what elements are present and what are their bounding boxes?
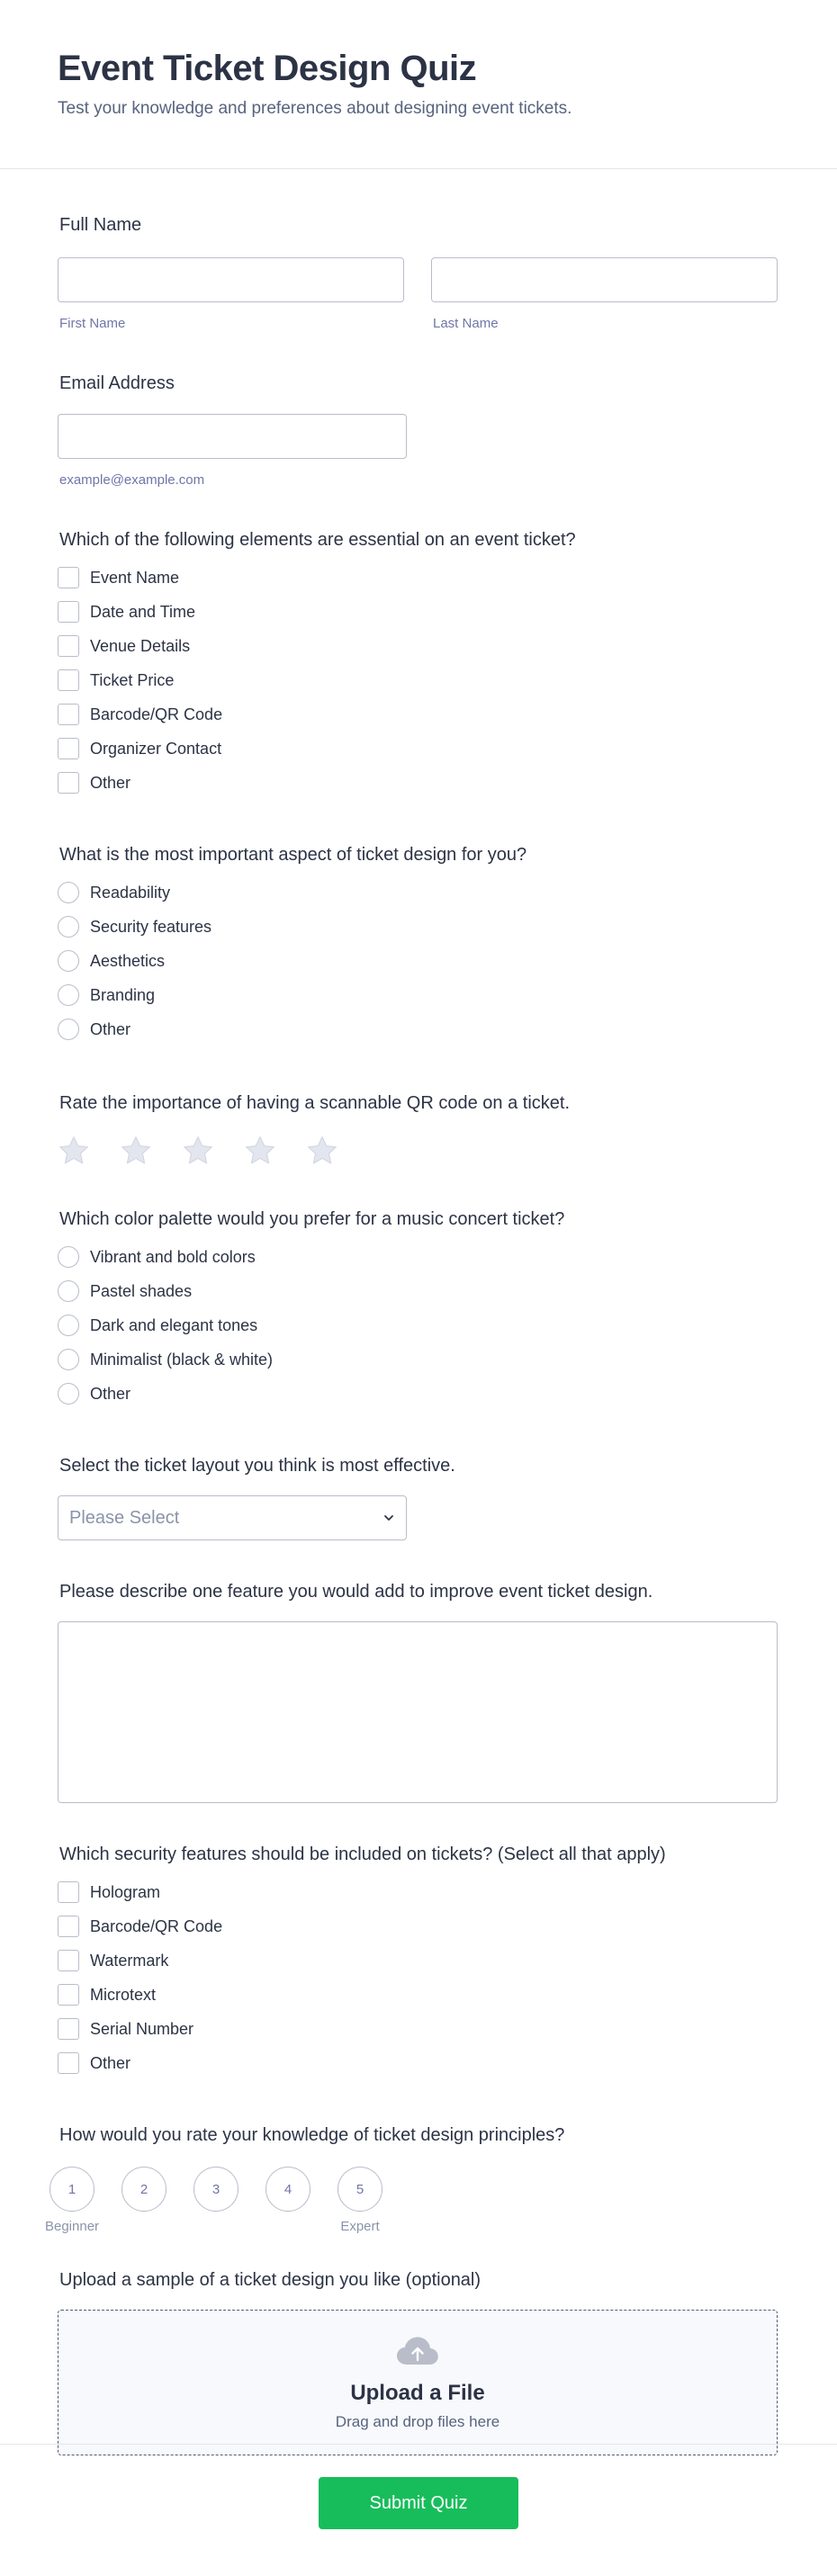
question-layout-label: Select the ticket layout you think is most effective. [59,1456,455,1476]
checkbox[interactable] [58,772,79,794]
checkbox-group-security [58,1875,778,2080]
first-name-col [58,257,404,332]
radio-button[interactable] [58,1019,79,1040]
star-icon[interactable] [306,1135,338,1167]
star-icon[interactable] [58,1135,90,1167]
question-qr-rating-label: Rate the importance of having a scannable QR code on a ticket. [59,1093,571,1113]
radio-option[interactable] [58,1308,778,1342]
radio-button[interactable] [58,1383,79,1405]
checkbox-label: Barcode/QR Code [90,1916,223,1935]
checkbox-label: Venue Details [90,636,191,655]
checkbox[interactable] [58,567,79,588]
checkbox-label: Other [90,773,131,792]
radio-button[interactable] [58,916,79,938]
last-name-sublabel: Last Name [433,316,499,331]
radio-label: Branding [90,985,156,1004]
radio-label: Readability [90,883,171,902]
scale-option-2[interactable]: 2 [122,2167,166,2212]
radio-label: Minimalist (black & white) [90,1350,274,1369]
radio-button[interactable] [58,1349,79,1370]
checkbox-group-elements [58,561,778,800]
question-upload-label: Upload a sample of a ticket design you like (optional) [59,2270,482,2290]
radio-option[interactable] [58,875,778,910]
radio-group-aspect [58,875,778,1046]
checkbox-label: Serial Number [90,2019,194,2038]
email-input[interactable] [58,414,407,459]
question-palette [58,1207,778,1411]
checkbox[interactable] [58,2052,79,2074]
checkbox[interactable] [58,1950,79,1971]
scale-item [194,2167,238,2234]
name-row [58,257,778,332]
radio-option[interactable] [58,1342,778,1377]
star-icon[interactable] [244,1135,276,1167]
full-name-label: Full Name [59,215,142,235]
checkbox-option[interactable] [58,561,778,595]
checkbox-label: Event Name [90,568,180,587]
question-feature-label: Please describe one feature you would add to improve event ticket design. [59,1582,653,1602]
radio-option[interactable] [58,1012,778,1046]
form-footer [0,2444,837,2576]
feature-textarea[interactable] [58,1621,778,1803]
first-name-input[interactable] [58,257,404,302]
checkbox[interactable] [58,1881,79,1903]
checkbox-label: Other [90,2053,131,2072]
scale-option-4[interactable]: 4 [266,2167,310,2212]
full-name-field [58,213,778,332]
scale-option-3[interactable]: 3 [194,2167,238,2212]
question-upload [58,2268,778,2455]
form-content [0,213,837,2455]
email-field [58,372,778,489]
checkbox[interactable] [58,1916,79,1937]
radio-button[interactable] [58,950,79,972]
question-knowledge-label: How would you rate your knowledge of ticket design principles? [59,2125,565,2145]
checkbox[interactable] [58,669,79,691]
file-upload-dropzone[interactable] [58,2310,778,2455]
checkbox-option[interactable] [58,1909,778,1943]
question-feature [58,1580,778,1803]
cloud-upload-icon [395,2334,440,2368]
radio-button[interactable] [58,882,79,903]
checkbox-label: Microtext [90,1985,157,2004]
upload-subtitle: Drag and drop files here [335,2413,500,2430]
radio-button[interactable] [58,1315,79,1336]
checkbox-option[interactable] [58,663,778,697]
scale-item [122,2167,166,2234]
checkbox-label: Organizer Contact [90,739,222,758]
question-aspect-label: What is the most important aspect of ticket design for you? [59,845,527,865]
radio-option[interactable] [58,944,778,978]
question-layout [58,1454,778,1540]
star-icon[interactable] [120,1135,152,1167]
checkbox[interactable] [58,601,79,623]
scale-option-5[interactable]: 5 [338,2167,382,2212]
question-elements [58,528,778,800]
layout-dropdown[interactable] [58,1495,407,1540]
last-name-col [431,257,778,332]
checkbox-option[interactable] [58,766,778,800]
radio-label: Aesthetics [90,951,166,970]
star-rating [58,1135,778,1167]
checkbox[interactable] [58,704,79,725]
radio-option[interactable] [58,1377,778,1411]
radio-label: Dark and elegant tones [90,1315,258,1334]
checkbox-option[interactable] [58,595,778,629]
question-qr-rating [58,1091,778,1167]
checkbox-option[interactable] [58,629,778,663]
checkbox-option[interactable] [58,1978,778,2012]
radio-option[interactable] [58,978,778,1012]
last-name-input[interactable] [431,257,778,302]
form-title: Event Ticket Design Quiz [58,49,477,88]
checkbox-option[interactable] [58,2046,778,2080]
checkbox[interactable] [58,1984,79,2006]
checkbox[interactable] [58,635,79,657]
radio-button[interactable] [58,1280,79,1302]
email-label: Email Address [59,373,175,393]
checkbox[interactable] [58,2018,79,2040]
email-sublabel: example@example.com [59,472,205,488]
form-header [0,0,837,169]
chevron-down-icon [382,1512,395,1524]
checkbox-option[interactable] [58,1943,778,1978]
submit-button[interactable]: Submit Quiz [319,2477,518,2529]
radio-label: Vibrant and bold colors [90,1247,256,1266]
question-knowledge [44,2123,778,2234]
scale-min-caption: Beginner [44,2219,100,2234]
checkbox-label: Watermark [90,1951,169,1970]
radio-option[interactable] [58,1240,778,1274]
form-subtitle: Test your knowledge and preferences about designing event tickets. [58,99,572,118]
scale-rating [44,2167,778,2234]
upload-title: Upload a File [350,2381,485,2405]
star-icon[interactable] [182,1135,214,1167]
checkbox-label: Date and Time [90,602,196,621]
scale-max-caption: Expert [340,2219,380,2234]
checkbox-label: Barcode/QR Code [90,705,223,723]
radio-label: Security features [90,917,212,936]
checkbox-option[interactable] [58,732,778,766]
checkbox-option[interactable] [58,1875,778,1909]
question-security [58,1843,778,2080]
radio-label: Other [90,1019,131,1038]
radio-button[interactable] [58,984,79,1006]
scale-option-1[interactable]: 1 [50,2167,94,2212]
question-aspect [58,843,778,1046]
radio-group-palette [58,1240,778,1411]
checkbox-option[interactable] [58,697,778,732]
radio-option[interactable] [58,1274,778,1308]
checkbox[interactable] [58,738,79,759]
scale-item [44,2167,100,2234]
radio-option[interactable] [58,910,778,944]
checkbox-label: Hologram [90,1882,161,1901]
question-palette-label: Which color palette would you prefer for a music concert ticket? [59,1209,565,1229]
radio-button[interactable] [58,1246,79,1268]
scale-item [266,2167,310,2234]
first-name-sublabel: First Name [59,316,126,331]
checkbox-label: Ticket Price [90,670,175,689]
question-security-label: Which security features should be included on tickets? (Select all that apply) [59,1844,666,1864]
scale-item [338,2167,382,2234]
radio-label: Other [90,1384,131,1403]
checkbox-option[interactable] [58,2012,778,2046]
dropdown-placeholder: Please Select [69,1507,180,1528]
radio-label: Pastel shades [90,1281,193,1300]
question-elements-label: Which of the following elements are essential on an event ticket? [59,530,576,550]
